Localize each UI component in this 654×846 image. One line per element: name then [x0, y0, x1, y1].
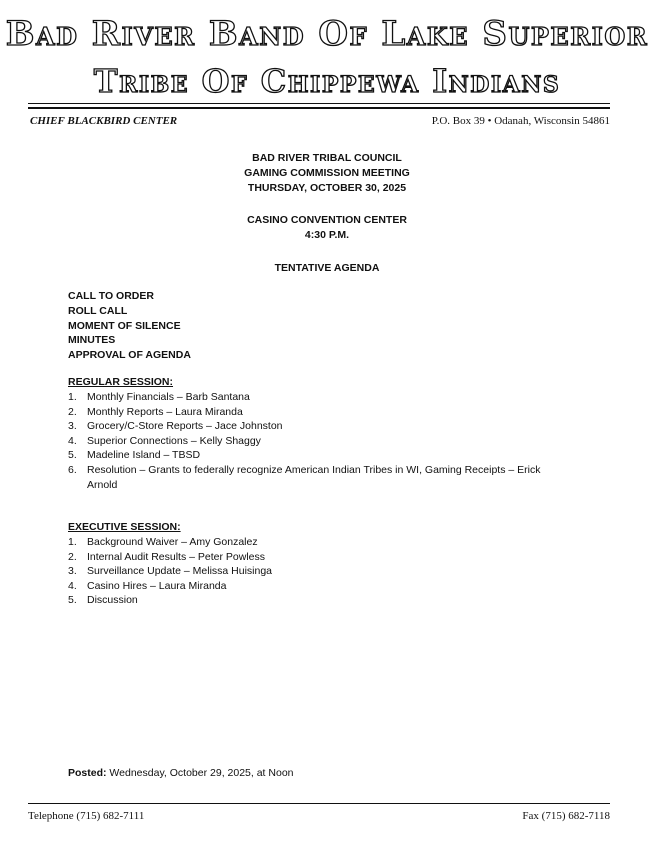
meeting-location [0, 213, 654, 243]
agenda-item [68, 405, 568, 420]
item-number: 1. [68, 536, 77, 548]
letterhead-title-line-1: Bad River Band Of Lake Superior [5, 14, 649, 54]
item-text: Superior Connections – Kelly Shaggy [87, 434, 261, 447]
footer-divider [28, 803, 610, 804]
posted-notice [68, 767, 294, 779]
item-text: Monthly Financials – Barb Santana [87, 391, 250, 403]
item-number: 5. [68, 449, 77, 462]
item-text: Discussion [87, 594, 138, 607]
agenda-item [68, 564, 568, 579]
center-name: CHIEF BLACKBIRD CENTER [30, 115, 178, 127]
item-number: 5. [68, 594, 77, 607]
mailing-address: P.O. Box 39 • Odanah, Wisconsin 54861 [431, 115, 610, 127]
opening-item: MINUTES [68, 334, 116, 347]
regular-session-list [68, 390, 568, 492]
letterhead-title-line-2: Tribe Of Chippewa Indians [93, 62, 561, 100]
agenda-item [68, 579, 568, 594]
council-name: BAD RIVER TRIBAL COUNCIL [252, 152, 402, 164]
location-name: CASINO CONVENTION CENTER [247, 214, 407, 226]
opening-item: MOMENT OF SILENCE [68, 319, 181, 332]
meeting-date: THURSDAY, OCTOBER 30, 2025 [247, 182, 407, 194]
meeting-name: GAMING COMMISSION MEETING [244, 167, 410, 179]
item-number: 3. [68, 420, 77, 433]
agenda-item [68, 434, 568, 449]
posted-label: Posted: [68, 767, 107, 779]
item-number: 2. [68, 550, 77, 563]
telephone-number: Telephone (715) 682-7111 [28, 810, 145, 822]
meeting-time: 4:30 P.M. [304, 229, 350, 241]
agenda-item [68, 390, 568, 405]
item-text: Background Waiver – Amy Gonzalez [87, 536, 258, 548]
item-number: 6. [68, 463, 77, 476]
agenda-item [68, 448, 568, 463]
posted-date: Wednesday, October 29, 2025, at Noon [106, 767, 294, 779]
regular-session-heading: REGULAR SESSION: [68, 376, 174, 388]
meeting-info [0, 151, 654, 196]
item-text: Madeline Island – TBSD [87, 449, 201, 462]
agenda-title: TENTATIVE AGENDA [274, 262, 380, 274]
item-number: 2. [68, 405, 77, 418]
item-text: Internal Audit Results – Peter Powless [87, 550, 266, 563]
executive-session-heading: EXECUTIVE SESSION: [68, 521, 181, 533]
header-divider-thin [28, 103, 610, 104]
item-text: Surveillance Update – Melissa Huisinga [87, 565, 273, 578]
opening-items-list [68, 289, 191, 363]
executive-session-list [68, 535, 568, 608]
opening-item: ROLL CALL [68, 304, 128, 317]
item-number: 4. [68, 434, 77, 447]
item-number: 4. [68, 579, 77, 592]
agenda-item [68, 463, 568, 492]
agenda-item [68, 550, 568, 565]
item-number: 3. [68, 565, 77, 578]
agenda-item [68, 593, 568, 608]
opening-item: CALL TO ORDER [68, 290, 154, 302]
opening-item: APPROVAL OF AGENDA [68, 349, 191, 362]
header-divider-thick [28, 107, 610, 109]
item-number: 1. [68, 391, 77, 403]
agenda-item [68, 535, 568, 550]
item-text: Casino Hires – Laura Miranda [87, 579, 227, 592]
fax-number: Fax (715) 682-7118 [522, 810, 610, 822]
item-text: Resolution – Grants to federally recognize American Indian Tribes in WI, Gaming Receipts – Erick Arnold [87, 463, 541, 491]
item-text: Monthly Reports – Laura Miranda [87, 405, 243, 418]
item-text: Grocery/C-Store Reports – Jace Johnston [87, 420, 283, 433]
agenda-item [68, 419, 568, 434]
